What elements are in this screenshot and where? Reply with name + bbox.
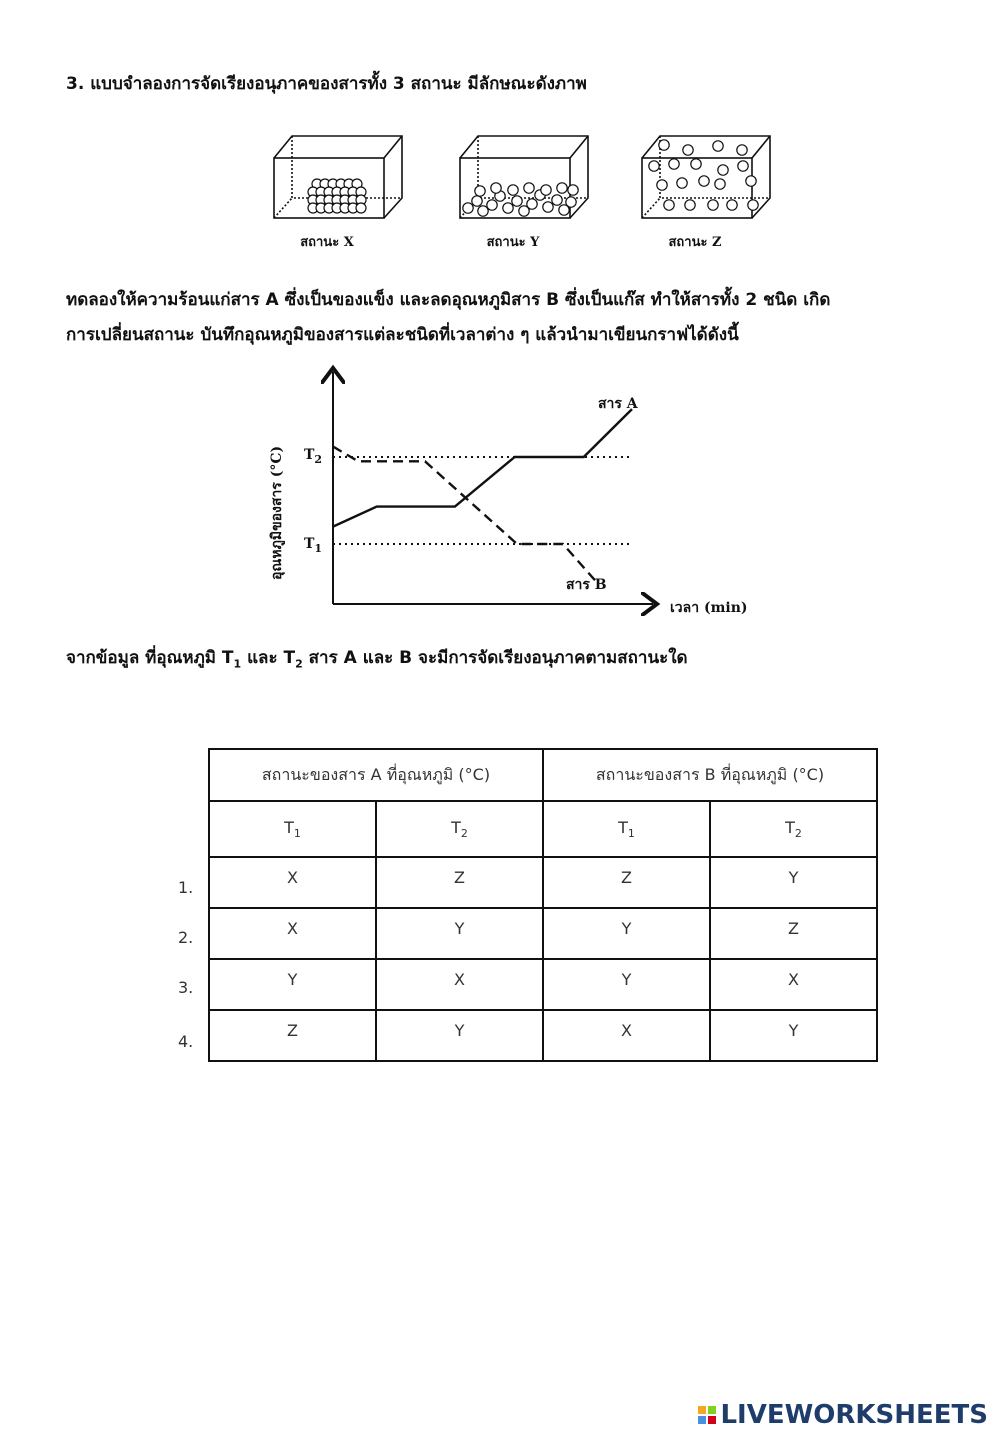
liquid-particle bbox=[503, 203, 513, 213]
y-axis-label: อุณหภูมิของสาร (°C) bbox=[269, 445, 285, 580]
gas-particle bbox=[746, 176, 756, 186]
table-cell: Z bbox=[209, 1010, 376, 1061]
table-cell: X bbox=[209, 857, 376, 908]
liquid-particle bbox=[463, 203, 473, 213]
gas-particle bbox=[738, 161, 748, 171]
table-cell: Y bbox=[209, 959, 376, 1010]
question-title: 3. แบบจำลองการจัดเรียงอนุภาคของสารทั้ง 3 สถานะ มีลักษณะดังภาพ bbox=[66, 74, 587, 94]
temperature-graph bbox=[255, 362, 755, 621]
state-z-caption: สถานะ Z bbox=[668, 235, 722, 250]
gas-particle bbox=[748, 200, 758, 210]
table-cell: Y bbox=[376, 908, 543, 959]
liquid-particle bbox=[512, 196, 522, 206]
table-cell: Y bbox=[376, 1010, 543, 1061]
liquid-particle bbox=[524, 183, 534, 193]
option-row-2[interactable] bbox=[209, 908, 877, 959]
series-a-line bbox=[333, 409, 632, 526]
t2-tick-label: $T_2$ bbox=[304, 447, 323, 466]
liquid-particle bbox=[543, 202, 553, 212]
liquid-particle bbox=[487, 200, 497, 210]
liquid-particle bbox=[491, 183, 501, 193]
liquid-particle bbox=[475, 186, 485, 196]
table-cell: Z bbox=[543, 857, 710, 908]
liquid-particle bbox=[472, 196, 482, 206]
particle-boxes-figure bbox=[270, 128, 780, 223]
experiment-text-line1: ทดลองให้ความร้อนแก่สาร A ซึ่งเป็นของแข็ง และลดอุณหภูมิสาร B ซึ่งเป็นแก๊ส ทำให้สารทั้ง 2 ชนิด เกิด bbox=[66, 290, 831, 310]
table-cell: Y bbox=[543, 959, 710, 1010]
table-cell: Y bbox=[710, 857, 877, 908]
logo-mark-icon bbox=[698, 1406, 716, 1424]
liquid-particle bbox=[527, 199, 537, 209]
gas-particle bbox=[715, 179, 725, 189]
table-cell: Z bbox=[376, 857, 543, 908]
answer-table bbox=[208, 748, 878, 1062]
table-cell: X bbox=[376, 959, 543, 1010]
liquid-particle bbox=[478, 206, 488, 216]
subheader-a-t1: $T_1$ bbox=[209, 801, 376, 857]
gas-particle bbox=[669, 159, 679, 169]
gas-particle bbox=[699, 176, 709, 186]
gas-particle bbox=[713, 141, 723, 151]
experiment-text-line2: การเปลี่ยนสถานะ บันทึกอุณหภูมิของสารแต่ละชนิดที่เวลาต่าง ๆ แล้วนำมาเขียนกราฟได้ดังนี้ bbox=[66, 325, 739, 345]
option-number-4[interactable]: 4. bbox=[178, 1032, 194, 1051]
option-number-3[interactable]: 3. bbox=[178, 978, 194, 997]
gas-particle bbox=[737, 145, 747, 155]
logo-square bbox=[698, 1406, 706, 1414]
gas-particle bbox=[708, 200, 718, 210]
gas-particle bbox=[685, 200, 695, 210]
table-cell: Y bbox=[710, 1010, 877, 1061]
liquid-particle bbox=[508, 185, 518, 195]
option-row-4[interactable] bbox=[209, 1010, 877, 1061]
table-cell: X bbox=[710, 959, 877, 1010]
gas-particle bbox=[677, 178, 687, 188]
gas-particle bbox=[727, 200, 737, 210]
liquid-particle bbox=[557, 183, 567, 193]
header-substance-b: สถานะของสาร B ที่อุณหภูมิ (°C) bbox=[543, 749, 877, 801]
logo-square bbox=[708, 1406, 716, 1414]
table-cell: Z bbox=[710, 908, 877, 959]
logo-square bbox=[708, 1416, 716, 1424]
series-b-label: สาร B bbox=[566, 577, 607, 593]
gas-particle bbox=[664, 200, 674, 210]
table-cell: X bbox=[209, 908, 376, 959]
gas-particle bbox=[649, 161, 659, 171]
graph-svg bbox=[255, 362, 755, 617]
question-prompt: จากข้อมูล ที่อุณหภูมิ $T_1$ และ $T_2$ สาร A และ B จะมีการจัดเรียงอนุภาคตามสถานะใด bbox=[66, 648, 688, 671]
logo-square bbox=[698, 1416, 706, 1424]
option-row-1[interactable] bbox=[209, 857, 877, 908]
subheader-a-t2: $T_2$ bbox=[376, 801, 543, 857]
liquid-particle bbox=[566, 197, 576, 207]
state-x-caption: สถานะ X bbox=[300, 235, 354, 250]
gas-particle bbox=[683, 145, 693, 155]
subheader-b-t1: $T_1$ bbox=[543, 801, 710, 857]
subheader-b-t2: $T_2$ bbox=[710, 801, 877, 857]
table-cell: Y bbox=[543, 908, 710, 959]
liquid-particle bbox=[541, 185, 551, 195]
option-number-1[interactable]: 1. bbox=[178, 878, 194, 897]
gas-particle bbox=[691, 159, 701, 169]
option-number-2[interactable]: 2. bbox=[178, 928, 194, 947]
logo-text: LIVEWORKSHEETS bbox=[720, 1400, 988, 1430]
gas-particle bbox=[659, 140, 669, 150]
option-row-3[interactable] bbox=[209, 959, 877, 1010]
table-cell: X bbox=[543, 1010, 710, 1061]
gas-particle bbox=[718, 165, 728, 175]
particle-models bbox=[270, 128, 780, 227]
liveworksheets-logo[interactable] bbox=[698, 1400, 988, 1430]
x-axis-label: เวลา (min) bbox=[670, 600, 748, 616]
t1-tick-label: $T_1$ bbox=[304, 536, 323, 555]
gas-particle bbox=[657, 180, 667, 190]
series-b-line bbox=[333, 447, 598, 584]
series-a-label: สาร A bbox=[598, 396, 638, 412]
header-substance-a: สถานะของสาร A ที่อุณหภูมิ (°C) bbox=[209, 749, 543, 801]
solid-particle bbox=[356, 203, 366, 213]
liquid-particle bbox=[552, 195, 562, 205]
state-y-caption: สถานะ Y bbox=[486, 235, 540, 250]
liquid-particle bbox=[568, 185, 578, 195]
